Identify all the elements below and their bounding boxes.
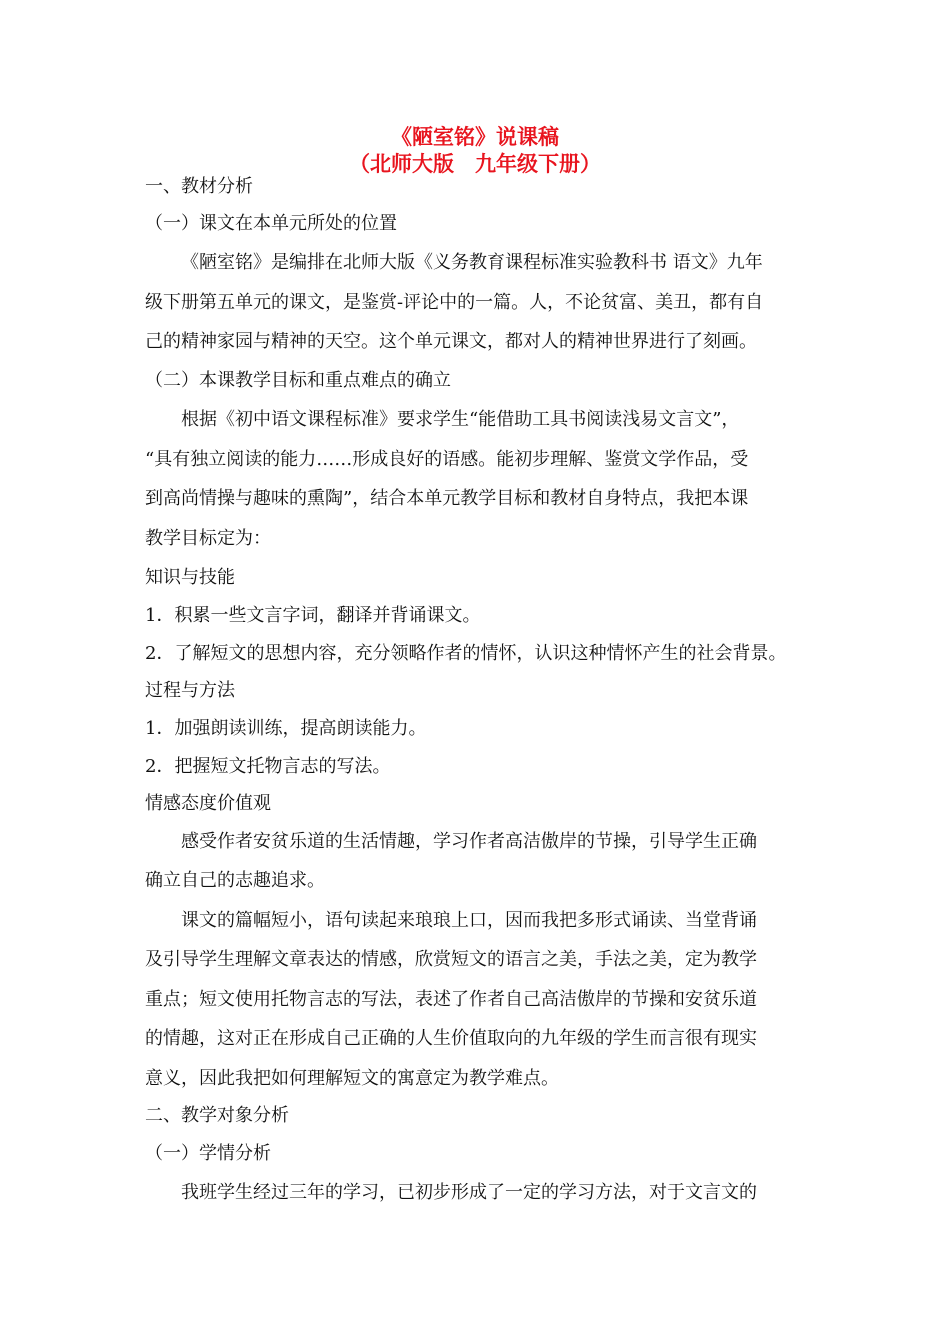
document-title: 《陋室铭》说课稿 (391, 124, 559, 149)
section-heading: 二、教学对象分析 (145, 1105, 289, 1126)
subsection-heading: （一）学情分析 (145, 1143, 271, 1164)
paragraph-line: 确立自己的志趣追求。 (145, 870, 325, 891)
subheading: 过程与方法 (145, 680, 235, 701)
paragraph-line: 我班学生经过三年的学习，已初步形成了一定的学习方法，对于文言文的 (181, 1182, 757, 1203)
paragraph-line: 己的精神家园与精神的天空。这个单元课文，都对人的精神世界进行了刻画。 (145, 331, 757, 352)
list-item: 2．把握短文托物言志的写法。 (145, 756, 391, 777)
list-item: 2．了解短文的思想内容，充分领略作者的情怀，认识这种情怀产生的社会背景。 (145, 643, 787, 664)
paragraph-line: 课文的篇幅短小，语句读起来琅琅上口，因而我把多形式诵读、当堂背诵 (181, 910, 757, 931)
subsection-heading: （二）本课教学目标和重点难点的确立 (145, 370, 451, 391)
paragraph-line: 感受作者安贫乐道的生活情趣，学习作者高洁傲岸的节操，引导学生正确 (181, 831, 757, 852)
paragraph-line: 及引导学生理解文章表达的情感，欣赏短文的语言之美，手法之美，定为教学 (145, 949, 757, 970)
paragraph-line: 教学目标定为： (145, 528, 271, 549)
list-item: 1．积累一些文言字词，翻译并背诵课文。 (145, 605, 481, 626)
subsection-heading: （一）课文在本单元所处的位置 (145, 213, 397, 234)
paragraph-line: “具有独立阅读的能力……形成良好的语感。能初步理解、鉴赏文学作品，受 (145, 449, 749, 470)
document-subtitle: （北师大版 九年级下册） (349, 151, 601, 176)
paragraph-line: 重点；短文使用托物言志的写法，表述了作者自己高洁傲岸的节操和安贫乐道 (145, 989, 757, 1010)
section-heading: 一、教材分析 (145, 176, 253, 197)
subheading: 知识与技能 (145, 567, 235, 588)
paragraph-line: 意义，因此我把如何理解短文的寓意定为教学难点。 (145, 1068, 559, 1089)
paragraph-line: 级下册第五单元的课文，是鉴赏-评论中的一篇。人，不论贫富、美丑，都有自 (145, 292, 764, 313)
list-item: 1．加强朗读训练，提高朗读能力。 (145, 718, 427, 739)
paragraph-line: 的情趣，这对正在形成自己正确的人生价值取向的九年级的学生而言很有现实 (145, 1028, 757, 1049)
subheading: 情感态度价值观 (145, 793, 271, 814)
paragraph-line: 《陋室铭》是编排在北师大版《义务教育课程标准实验教科书 语文》九年 (181, 252, 763, 273)
paragraph-line: 到高尚情操与趣味的熏陶”，结合本单元教学目标和教材自身特点，我把本课 (145, 488, 749, 509)
paragraph-line: 根据《初中语文课程标准》要求学生“能借助工具书阅读浅易文言文”， (181, 409, 740, 430)
